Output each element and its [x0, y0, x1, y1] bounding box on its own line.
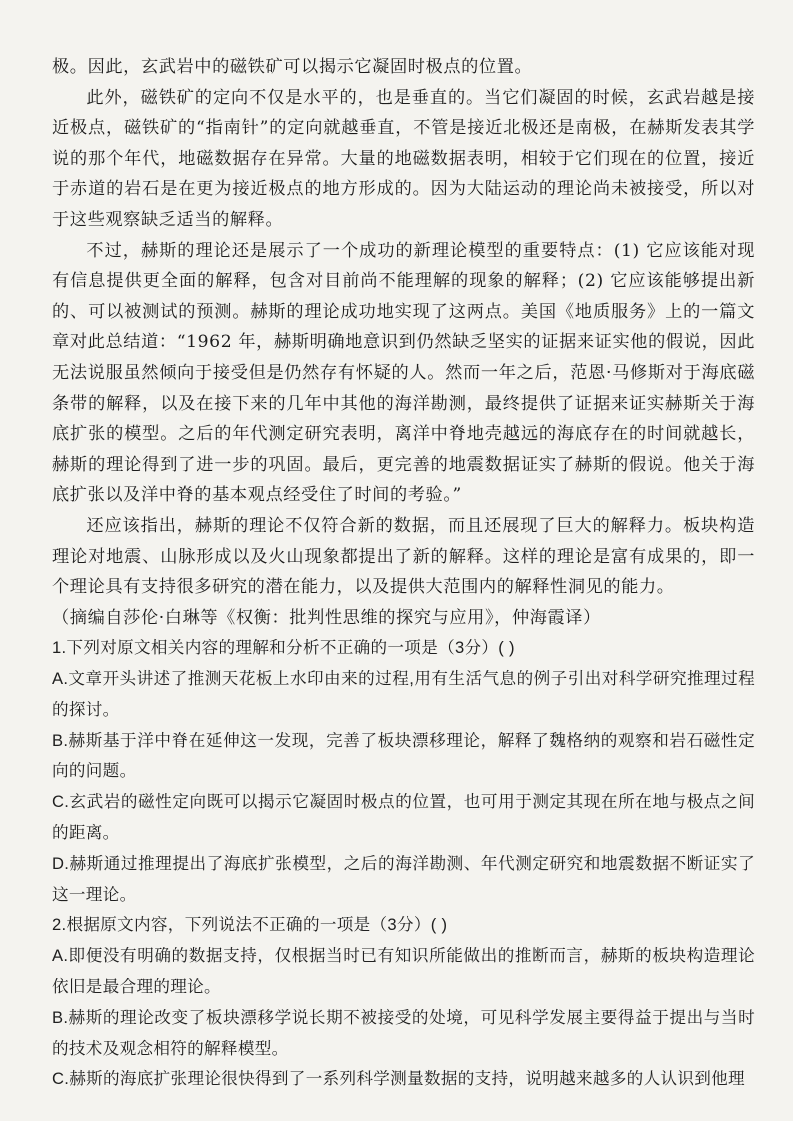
passage-paragraph: 极。因此，玄武岩中的磁铁矿可以揭示它凝固时极点的位置。 — [52, 57, 533, 77]
answer-option: D.赫斯通过推理提出了海底扩张模型，之后的海洋勘测、年代测定研究和地震数据不断证实了这一理论。 — [52, 853, 755, 904]
answer-option: A.即便没有明确的数据支持，仅根据当时已有知识所能做出的推断而言，赫斯的板块构造理论依旧是最合理的理论。 — [52, 946, 755, 997]
question-list — [52, 633, 755, 1095]
answer-option: B.赫斯基于洋中脊在延伸这一发现，完善了板块漂移理论，解释了魏格纳的观察和岩石磁性定向的问题。 — [52, 730, 755, 781]
source-attribution: （摘编自莎伦·白琳等《权衡：批判性思维的探究与应用》，仲海霞译） — [52, 607, 601, 628]
passage-paragraph: 还应该指出，赫斯的理论不仅符合新的数据，而且还展现了巨大的解释力。板块构造理论对地震、山脉形成以及火山现象都提出了新的解释。这样的理论是富有成果的，即一个理论具有支持很多研究的潜在能力，以及提供大范围内的解释性洞见的能力。 — [52, 515, 755, 598]
answer-option: C.赫斯的海底扩张理论很快得到了一系列科学测量数据的支持，说明越来越多的人认识到他理 — [52, 1069, 745, 1089]
question-stem: 2.根据原文内容，下列说法不正确的一项是（3分）( ) — [52, 915, 448, 935]
reading-passage — [52, 52, 755, 633]
answer-option: B.赫斯的理论改变了板块漂移学说长期不被接受的处境，可见科学发展主要得益于提出与当时的技术及观念相符的解释模型。 — [52, 1007, 755, 1058]
question-stem: 1.下列对原文相关内容的理解和分析不正确的一项是（3分）( ) — [52, 638, 515, 658]
answer-option: A.文章开头讲述了推测天花板上水印由来的过程,用有生活气息的例子引出对科学研究推理过程的探讨。 — [52, 669, 755, 719]
passage-paragraph: 不过，赫斯的理论还是展示了一个成功的新理论模型的重要特点：(1) 它应该能对现有信息提供更全面的解释，包含对目前尚不能理解的现象的解释；(2) 它应该能够提出新的、可以被测试的预测。赫斯的理论成功地实现了这两点。美国《地质服务》上的一篇文章对此总结道：“1962 年，赫斯明确地意识到仍然缺乏坚实的证据来证实他的假说，因此无法说服虽然倾向于接受但是仍然存有怀疑的人。然而一年之后，范恩·马修斯对于海底磁条带的解释，以及在接下来的几年中其他的海洋勘测，最终提供了证据来证实赫斯关于海底扩张的模型。之后的年代测定研究表明，离洋中脊地壳越远的海底存在的时间就越长，赫斯的理论得到了进一步的巩固。最后，更完善的地震数据证实了赫斯的假说。他关于海底扩张以及洋中脊的基本观点经受住了时间的考验。” — [52, 240, 755, 506]
answer-option: C.玄武岩的磁性定向既可以揭示它凝固时极点的位置，也可用于测定其现在所在地与极点之间的距离。 — [52, 792, 755, 843]
passage-paragraph: 此外，磁铁矿的定向不仅是水平的，也是垂直的。当它们凝固的时候，玄武岩越是接近极点，磁铁矿的“指南针”的定向就越垂直，不管是接近北极还是南极，在赫斯发表其学说的那个年代，地磁数据存在异常。大量的地磁数据表明，相较于它们现在的位置，接近于赤道的岩石是在更为接近极点的地方形成的。因为大陆运动的理论尚未被接受，所以对于这些观察缺乏适当的解释。 — [52, 87, 755, 230]
